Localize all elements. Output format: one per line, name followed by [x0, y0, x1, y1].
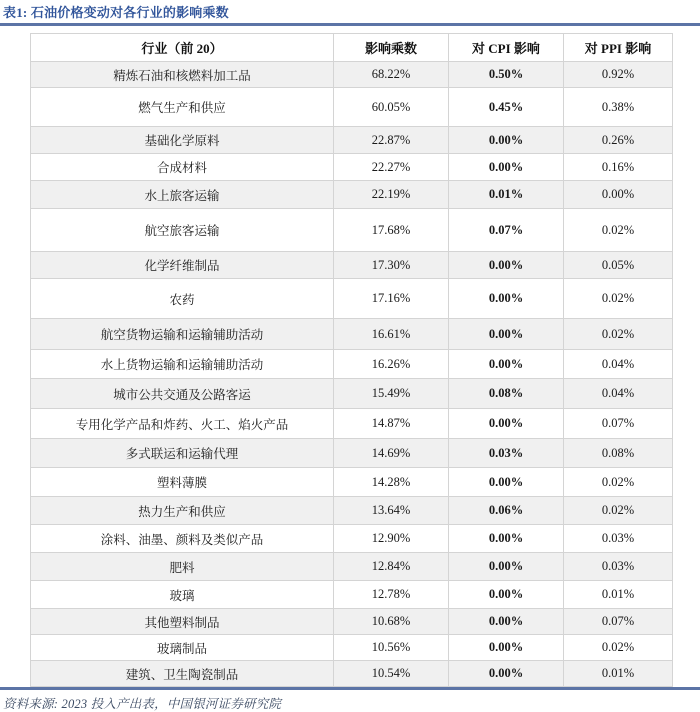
industry-cell: 水上货物运输和运输辅助活动 [31, 350, 334, 379]
industry-cell: 基础化学原料 [31, 127, 334, 154]
industry-cell: 肥料 [31, 553, 334, 581]
header-multiplier: 影响乘数 [334, 34, 449, 62]
cpi-impact-cell: 0.00% [449, 319, 564, 350]
cpi-impact-cell: 0.03% [449, 439, 564, 468]
ppi-impact-cell: 0.04% [564, 350, 673, 379]
multiplier-cell: 10.68% [334, 609, 449, 635]
industry-cell: 化学纤维制品 [31, 252, 334, 279]
table-row [31, 127, 673, 154]
cpi-impact-cell: 0.08% [449, 379, 564, 409]
ppi-impact-cell: 0.04% [564, 379, 673, 409]
header-ppi-impact: 对 PPI 影响 [564, 34, 673, 62]
multiplier-cell: 17.30% [334, 252, 449, 279]
multiplier-cell: 10.56% [334, 635, 449, 661]
cpi-impact-cell: 0.00% [449, 581, 564, 609]
industry-cell: 城市公共交通及公路客运 [31, 379, 334, 409]
table-row [31, 635, 673, 661]
table-row [31, 497, 673, 525]
source-note: 资料来源: 2023 投入产出表，中国银河证券研究院 [3, 697, 282, 711]
table-row [31, 154, 673, 181]
multiplier-cell: 10.54% [334, 661, 449, 687]
ppi-impact-cell: 0.08% [564, 439, 673, 468]
cpi-impact-cell: 0.00% [449, 609, 564, 635]
ppi-impact-cell: 0.38% [564, 88, 673, 127]
ppi-impact-cell: 0.07% [564, 409, 673, 439]
multiplier-cell: 15.49% [334, 379, 449, 409]
multiplier-cell: 14.28% [334, 468, 449, 497]
table-row [31, 279, 673, 319]
table-row [31, 209, 673, 252]
multiplier-cell: 22.27% [334, 154, 449, 181]
industry-cell: 热力生产和供应 [31, 497, 334, 525]
ppi-impact-cell: 0.01% [564, 661, 673, 687]
cpi-impact-cell: 0.00% [449, 525, 564, 553]
industry-cell: 合成材料 [31, 154, 334, 181]
cpi-impact-cell: 0.01% [449, 181, 564, 209]
multiplier-cell: 16.26% [334, 350, 449, 379]
cpi-impact-cell: 0.45% [449, 88, 564, 127]
table-row [31, 252, 673, 279]
table-row [31, 62, 673, 88]
industry-cell: 塑料薄膜 [31, 468, 334, 497]
cpi-impact-cell: 0.00% [449, 350, 564, 379]
header-cpi-impact: 对 CPI 影响 [449, 34, 564, 62]
table-body [31, 62, 673, 687]
multiplier-cell: 12.84% [334, 553, 449, 581]
industry-cell: 农药 [31, 279, 334, 319]
multiplier-cell: 22.19% [334, 181, 449, 209]
ppi-impact-cell: 0.02% [564, 635, 673, 661]
industry-cell: 航空旅客运输 [31, 209, 334, 252]
multiplier-cell: 12.90% [334, 525, 449, 553]
ppi-impact-cell: 0.02% [564, 468, 673, 497]
multiplier-cell: 17.68% [334, 209, 449, 252]
ppi-impact-cell: 0.01% [564, 581, 673, 609]
multiplier-cell: 22.87% [334, 127, 449, 154]
industry-cell: 燃气生产和供应 [31, 88, 334, 127]
cpi-impact-cell: 0.00% [449, 409, 564, 439]
ppi-impact-cell: 0.02% [564, 209, 673, 252]
cpi-impact-cell: 0.00% [449, 279, 564, 319]
table-row [31, 88, 673, 127]
table-row [31, 468, 673, 497]
industry-cell: 精炼石油和核燃料加工品 [31, 62, 334, 88]
multiplier-cell: 68.22% [334, 62, 449, 88]
cpi-impact-cell: 0.00% [449, 127, 564, 154]
multiplier-cell: 12.78% [334, 581, 449, 609]
multiplier-cell: 17.16% [334, 279, 449, 319]
industry-cell: 多式联运和运输代理 [31, 439, 334, 468]
ppi-impact-cell: 0.00% [564, 181, 673, 209]
table-row [31, 581, 673, 609]
multiplier-cell: 14.69% [334, 439, 449, 468]
top-rule [0, 23, 700, 26]
industry-cell: 航空货物运输和运输辅助活动 [31, 319, 334, 350]
cpi-impact-cell: 0.00% [449, 635, 564, 661]
ppi-impact-cell: 0.03% [564, 553, 673, 581]
cpi-impact-cell: 0.07% [449, 209, 564, 252]
cpi-impact-cell: 0.50% [449, 62, 564, 88]
table-title: 表1: 石油价格变动对各行业的影响乘数 [3, 5, 229, 20]
industry-cell: 建筑、卫生陶瓷制品 [31, 661, 334, 687]
multiplier-cell: 14.87% [334, 409, 449, 439]
multiplier-cell: 60.05% [334, 88, 449, 127]
table-row [31, 439, 673, 468]
cpi-impact-cell: 0.00% [449, 468, 564, 497]
oil-price-impact-table [30, 33, 673, 687]
table-row [31, 350, 673, 379]
table-header-row [31, 34, 673, 62]
table-row [31, 181, 673, 209]
cpi-impact-cell: 0.06% [449, 497, 564, 525]
table-row [31, 319, 673, 350]
industry-cell: 水上旅客运输 [31, 181, 334, 209]
multiplier-cell: 16.61% [334, 319, 449, 350]
industry-cell: 玻璃 [31, 581, 334, 609]
cpi-impact-cell: 0.00% [449, 553, 564, 581]
cpi-impact-cell: 0.00% [449, 661, 564, 687]
industry-cell: 玻璃制品 [31, 635, 334, 661]
industry-cell: 专用化学产品和炸药、火工、焰火产品 [31, 409, 334, 439]
multiplier-cell: 13.64% [334, 497, 449, 525]
table-row [31, 379, 673, 409]
table-row [31, 553, 673, 581]
ppi-impact-cell: 0.02% [564, 319, 673, 350]
ppi-impact-cell: 0.07% [564, 609, 673, 635]
ppi-impact-cell: 0.02% [564, 497, 673, 525]
ppi-impact-cell: 0.03% [564, 525, 673, 553]
ppi-impact-cell: 0.16% [564, 154, 673, 181]
cpi-impact-cell: 0.00% [449, 154, 564, 181]
header-industry: 行业（前 20） [31, 34, 334, 62]
ppi-impact-cell: 0.02% [564, 279, 673, 319]
table-row [31, 661, 673, 687]
table-row [31, 609, 673, 635]
ppi-impact-cell: 0.26% [564, 127, 673, 154]
industry-cell: 涂料、油墨、颜料及类似产品 [31, 525, 334, 553]
table-row [31, 525, 673, 553]
cpi-impact-cell: 0.00% [449, 252, 564, 279]
table-row [31, 409, 673, 439]
ppi-impact-cell: 0.05% [564, 252, 673, 279]
industry-cell: 其他塑料制品 [31, 609, 334, 635]
ppi-impact-cell: 0.92% [564, 62, 673, 88]
